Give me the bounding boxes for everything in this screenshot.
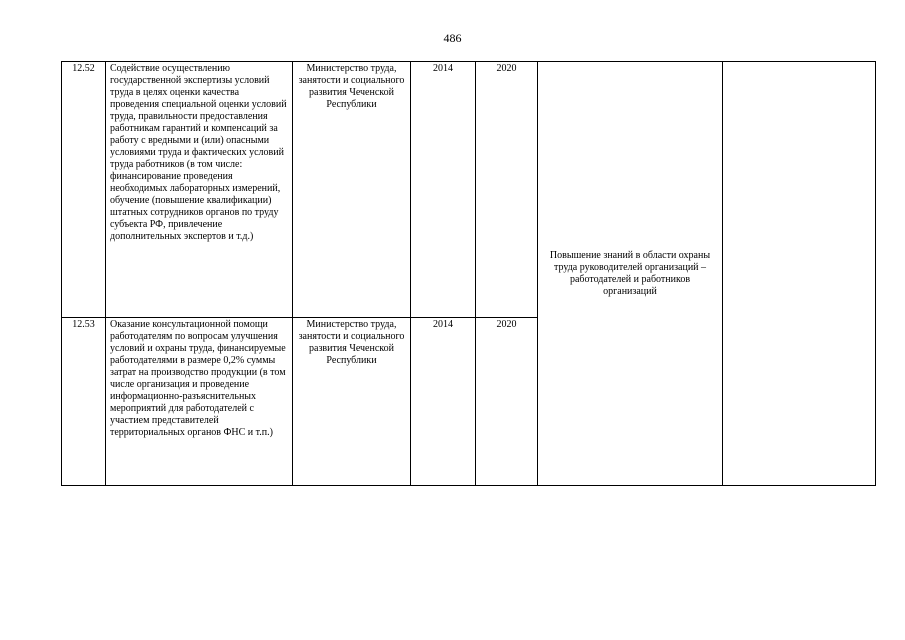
start-year-cell: 2014	[411, 318, 476, 486]
empty-cell	[723, 62, 876, 486]
measure-description: Оказание консультационной помощи работодателям по вопросам улучшения условий и охраны труда, финансируемые работодателями в размере 0,2% суммы затрат на производство продукции (в том числе организация и проведение информационно-разъяснительных мероприятий для работодателей с участием представителей территориальных органов ФНС и т.п.)	[106, 318, 293, 486]
measures-table	[61, 61, 876, 486]
table-row	[62, 62, 876, 318]
row-number: 12.53	[62, 318, 106, 486]
end-year-cell: 2020	[476, 318, 538, 486]
expected-result-cell: Повышение знаний в области охраны труда руководителей организаций – работодателей и работников организаций	[538, 62, 723, 486]
executor-cell: Министерство труда, занятости и социального развития Чеченской Республики	[293, 318, 411, 486]
end-year-cell: 2020	[476, 62, 538, 318]
executor-cell: Министерство труда, занятости и социального развития Чеченской Республики	[293, 62, 411, 318]
page-number: 486	[443, 31, 462, 45]
measure-description: Содействие осуществлению государственной экспертизы условий труда в целях оценки качества проведения специальной оценки условий труда, правильности предоставления работникам гарантий и компенсаций за работу с вредными и (или) опасными условиями труда и фактических условий труда работников (в том числе: финансирование проведения необходимых лабораторных измерений, обучение (повышение квалификации) штатных сотрудников органов по труду субъекта РФ, привлечение дополнительных экспертов и т.д.)	[106, 62, 293, 318]
start-year-cell: 2014	[411, 62, 476, 318]
row-number: 12.52	[62, 62, 106, 318]
